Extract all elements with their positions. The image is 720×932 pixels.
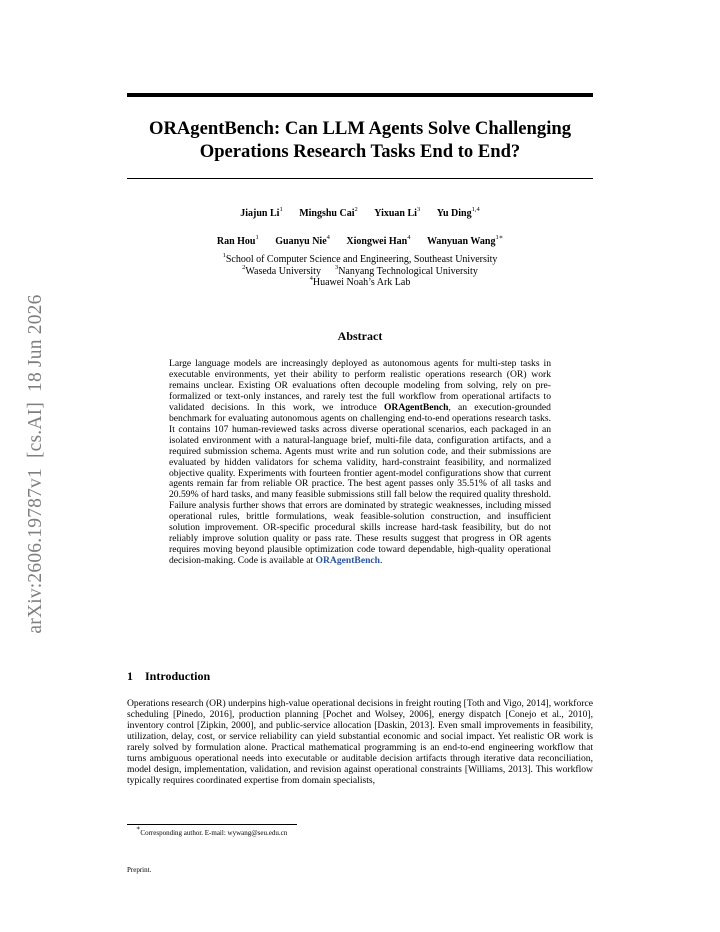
arxiv-sidebar-stamp bbox=[25, 294, 47, 633]
author: Jiajun Li$^1$ bbox=[240, 206, 283, 219]
authors-row-2 bbox=[120, 236, 600, 247]
title-bottom-rule bbox=[127, 178, 593, 179]
affiliations bbox=[120, 254, 600, 289]
footnote-rule bbox=[127, 824, 297, 825]
author: Mingshu Cai$^2$ bbox=[299, 206, 358, 219]
author: Ran Hou$^1$ bbox=[216, 234, 259, 247]
arxiv-id: arXiv:2606.19787v1 bbox=[25, 468, 46, 634]
author: Wanyuan Wang$^{1∗}$ bbox=[426, 234, 504, 247]
preprint-label: Preprint. bbox=[127, 866, 152, 874]
introduction-body: Operations research (OR) underpins high-value operational decisions in freight routing [Toth and Vigo, 2014], workforce scheduling [Pinedo, 2016], production planning [Pochet and Wolsey, 2006], energy dispatch [Conejo et al., 2010], inventory control [Zipkin, 2000], and public-service allocation [Daskin, 2013]. Even small improvements in feasibility, utilization, delay, cost, or service reliability can yield substantial economic and social impact. Yet realistic OR work is rarely solved by formulation alone. Practical mathematical programming is an end-to-end engineering workflow that turns ambiguous operational needs into executable or auditable decision artifacts through iterative data reconciliation, model design, implementation, validation, and revision against operational constraints [Williams, 2013]. This workflow typically requires coordinated expertise from domain specialists, bbox=[127, 698, 593, 786]
author: Xiongwei Han$^4$ bbox=[346, 234, 411, 247]
code-link[interactable]: ORAgentBench bbox=[315, 555, 381, 567]
title-line-2: Operations Research Tasks End to End? bbox=[199, 141, 521, 162]
title-top-rule bbox=[127, 93, 593, 97]
affiliation-line: $^2$Waseda University $^3$Nanyang Technological University bbox=[242, 263, 478, 277]
section-heading: 1 Introduction bbox=[127, 669, 211, 683]
abstract-heading: Abstract bbox=[337, 329, 383, 343]
author: Yixuan Li$^3$ bbox=[374, 206, 421, 219]
footnote: ∗Corresponding author. E-mail: wywang@seu.edu.cn bbox=[136, 825, 288, 837]
paper-title bbox=[120, 117, 600, 163]
abstract-body: Large language models are increasingly deployed as autonomous agents for multi-step tasks in executable environments, yet their ability to perform realistic operations research (OR) work remains unclear. Existing OR evaluations often decouple modeling from solving, rely on pre-formalized or text-only instances, and rarely test the full workflow from operational artifacts to validated decisions. In this work, we introduce ORAgentBench, an execution-grounded benchmark for evaluating autonomous agents on challenging end-to-end operations research tasks. It contains 107 human-reviewed tasks across diverse operational scenarios, each packaged in an isolated environment with a natural-language brief, multi-file data, configuration artifacts, and a required submission schema. Agents must write and run solution code, and their submissions are evaluated by hidden validators for schema validity, hard-constraint feasibility, and normalized objective quality. Experiments with fourteen frontier agent-model configurations show that current agents remain far from reliable OR practice. The best agent passes only 35.51% of all tasks and 20.59% of hard tasks, and many feasible submissions still fall below the required quality threshold. Failure analysis further shows that errors are dominated by strategic weaknesses, including missed operational rules, brittle formulations, weak feasible-solution construction, and insufficient solution improvement. OR-specific procedural skills increase hard-task feasibility, but do not reliably improve solution quality or pass rate. These results suggest that progress in OR agents requires moving beyond plausible optimization code toward dependable, high-quality operational decision-making. Code is available at ORAgentBench. bbox=[169, 358, 551, 567]
authors-row-1 bbox=[120, 208, 600, 219]
arxiv-category: [cs.AI] bbox=[25, 401, 46, 459]
author: Guanyu Nie$^4$ bbox=[275, 234, 330, 247]
benchmark-name: ORAgentBench bbox=[383, 401, 449, 413]
title-line-1: ORAgentBench: Can LLM Agents Solve Challenging bbox=[148, 118, 571, 139]
affiliation-line: $^4$Huawei Noah’s Ark Lab bbox=[309, 275, 411, 288]
author: Yu Ding$^{1,4}$ bbox=[436, 206, 480, 219]
affiliation-line: $^1$School of Computer Science and Engineering, Southeast University bbox=[222, 252, 498, 265]
arxiv-date: 18 Jun 2026 bbox=[25, 294, 46, 392]
